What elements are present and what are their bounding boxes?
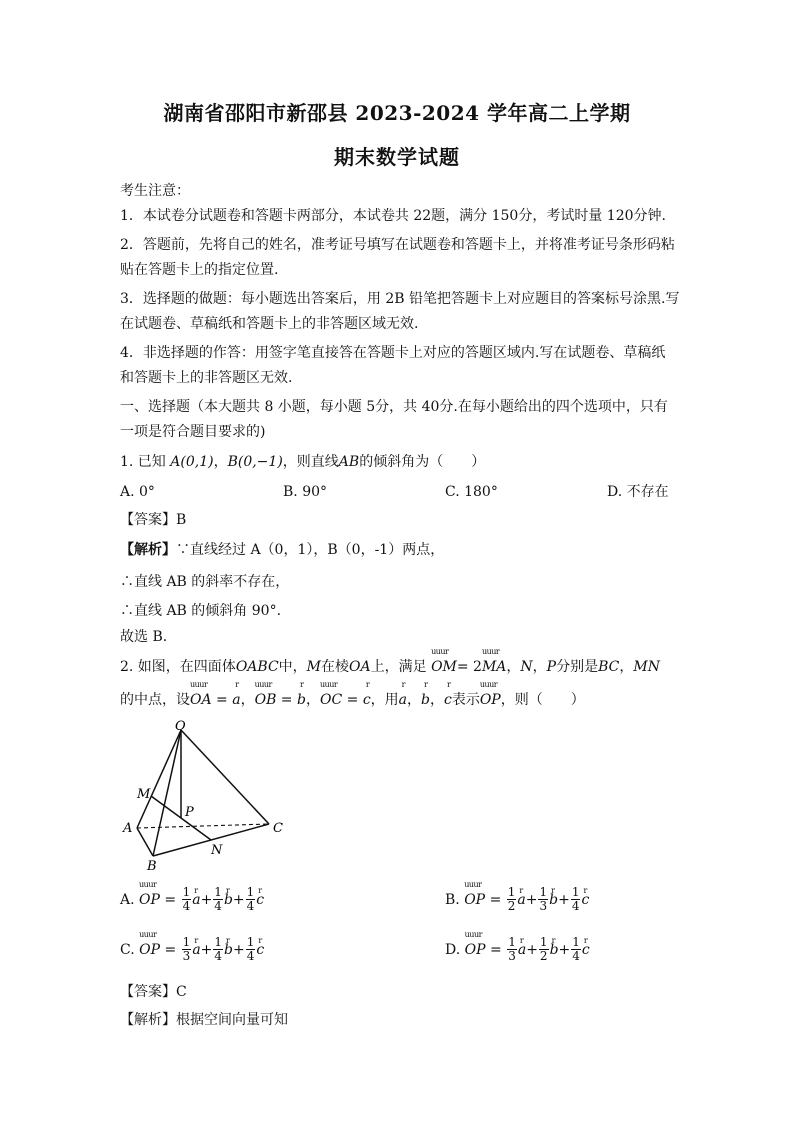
label-o: O: [175, 719, 186, 734]
notice-item-4a: 4．非选择题的作答：用签字笔直接答在答题卡上对应的答题区域内.写在试题卷、草稿纸: [120, 345, 666, 361]
edge-oc: [181, 730, 269, 824]
label-c: C: [273, 821, 283, 836]
notice-item-2a: 2．答题前，先将自己的姓名，准考证号填写在试题卷和答题卡上，并将准考证号条形码粘: [120, 237, 675, 253]
q1-option-a: A. 0°: [120, 484, 155, 500]
exam-title: 湖南省邵阳市新邵县 2023-2024 学年高二上学期: [163, 101, 631, 125]
label-b: B: [147, 859, 157, 874]
notice-item-3a: 3．选择题的做题：每小题选出答案后，用 2B 铅笔把答题卡上对应题目的答案标号涂黑.写: [120, 291, 680, 307]
label-p: P: [185, 805, 194, 820]
edge-ob: [153, 730, 181, 856]
q2-analysis: 【解析】根据空间向量可知: [120, 1012, 288, 1028]
q1-analysis-3: ∴直线 AB 的倾斜角 90°.: [120, 603, 282, 619]
question-2-stem-1: 2. 如图，在四面体OABC中，M在棱OA上，满足 uuur OM= 2uuur MA，N，P分别是BC，MN: [120, 657, 660, 677]
question-2-stem-2: 的中点，设uuur OA = r a，uuur OB = r b，uuur OC = r c，用r a，r b，r c表示uuur OP，则（ ）: [120, 690, 585, 710]
q2-option-b: B. uuur OP = $\frac{1}{2}$ r a + $\frac{1}{3}$ r b + $\frac{1}{4}$ r c: [445, 886, 589, 913]
q2-option-a: A. uuur OP = $\frac{1}{4}$ r a + $\frac{1}{4}$ r b + $\frac{1}{4}$ r c: [120, 886, 264, 913]
q1-option-c: C. 180°: [445, 484, 498, 500]
exam-subtitle: 期末数学试题: [334, 145, 460, 169]
q2-answer: 【答案】C: [120, 984, 187, 1000]
edge-ac-hidden: [137, 824, 269, 828]
label-m: M: [137, 787, 151, 802]
section-heading-2: 一项是符合题目要求的): [120, 424, 266, 440]
section-heading-1: 一、选择题（本大题共 8 小题，每小题 5分，共 40分.在每小题给出的四个选项中，只有: [120, 399, 668, 415]
q1-option-d: D. 不存在: [607, 484, 669, 500]
edge-ab: [137, 828, 153, 856]
q1-analysis-1: 【解析】∵直线经过 A（0，1），B（0，-1）两点，: [120, 542, 445, 558]
q2-option-c: C. uuur OP = $\frac{1}{3}$ r a + $\frac{1}{4}$ r b + $\frac{1}{4}$ r c: [120, 936, 264, 963]
tetrahedron-figure: [115, 718, 295, 874]
q1-analysis-4: 故选 B．: [120, 629, 177, 645]
notice-item-3b: 在试题卷、草稿纸和答题卡上的非答题区域无效.: [120, 316, 419, 332]
q1-answer: 【答案】B: [120, 512, 187, 528]
notice-item-4b: 和答题卡上的非答题区无效.: [120, 370, 293, 386]
q1-option-b: B. 90°: [283, 484, 328, 500]
label-a: A: [123, 821, 133, 836]
notice-heading: 考生注意：: [120, 183, 190, 199]
label-n: N: [211, 843, 223, 858]
notice-item-1: 1．本试卷分试题卷和答题卡两部分，本试卷共 22题，满分 150分，考试时量 120分钟.: [120, 208, 666, 224]
question-1-stem: 1. 已知 A(0,1)，B(0,−1)，则直线AB的倾斜角为（ ）: [120, 454, 486, 470]
q2-option-d: D. uuur OP = $\frac{1}{3}$ r a + $\frac{1}{2}$ r b + $\frac{1}{4}$ r c: [445, 936, 590, 963]
q1-analysis-2: ∴直线 AB 的斜率不存在，: [120, 574, 290, 590]
notice-item-2b: 贴在答题卡上的指定位置.: [120, 262, 279, 278]
